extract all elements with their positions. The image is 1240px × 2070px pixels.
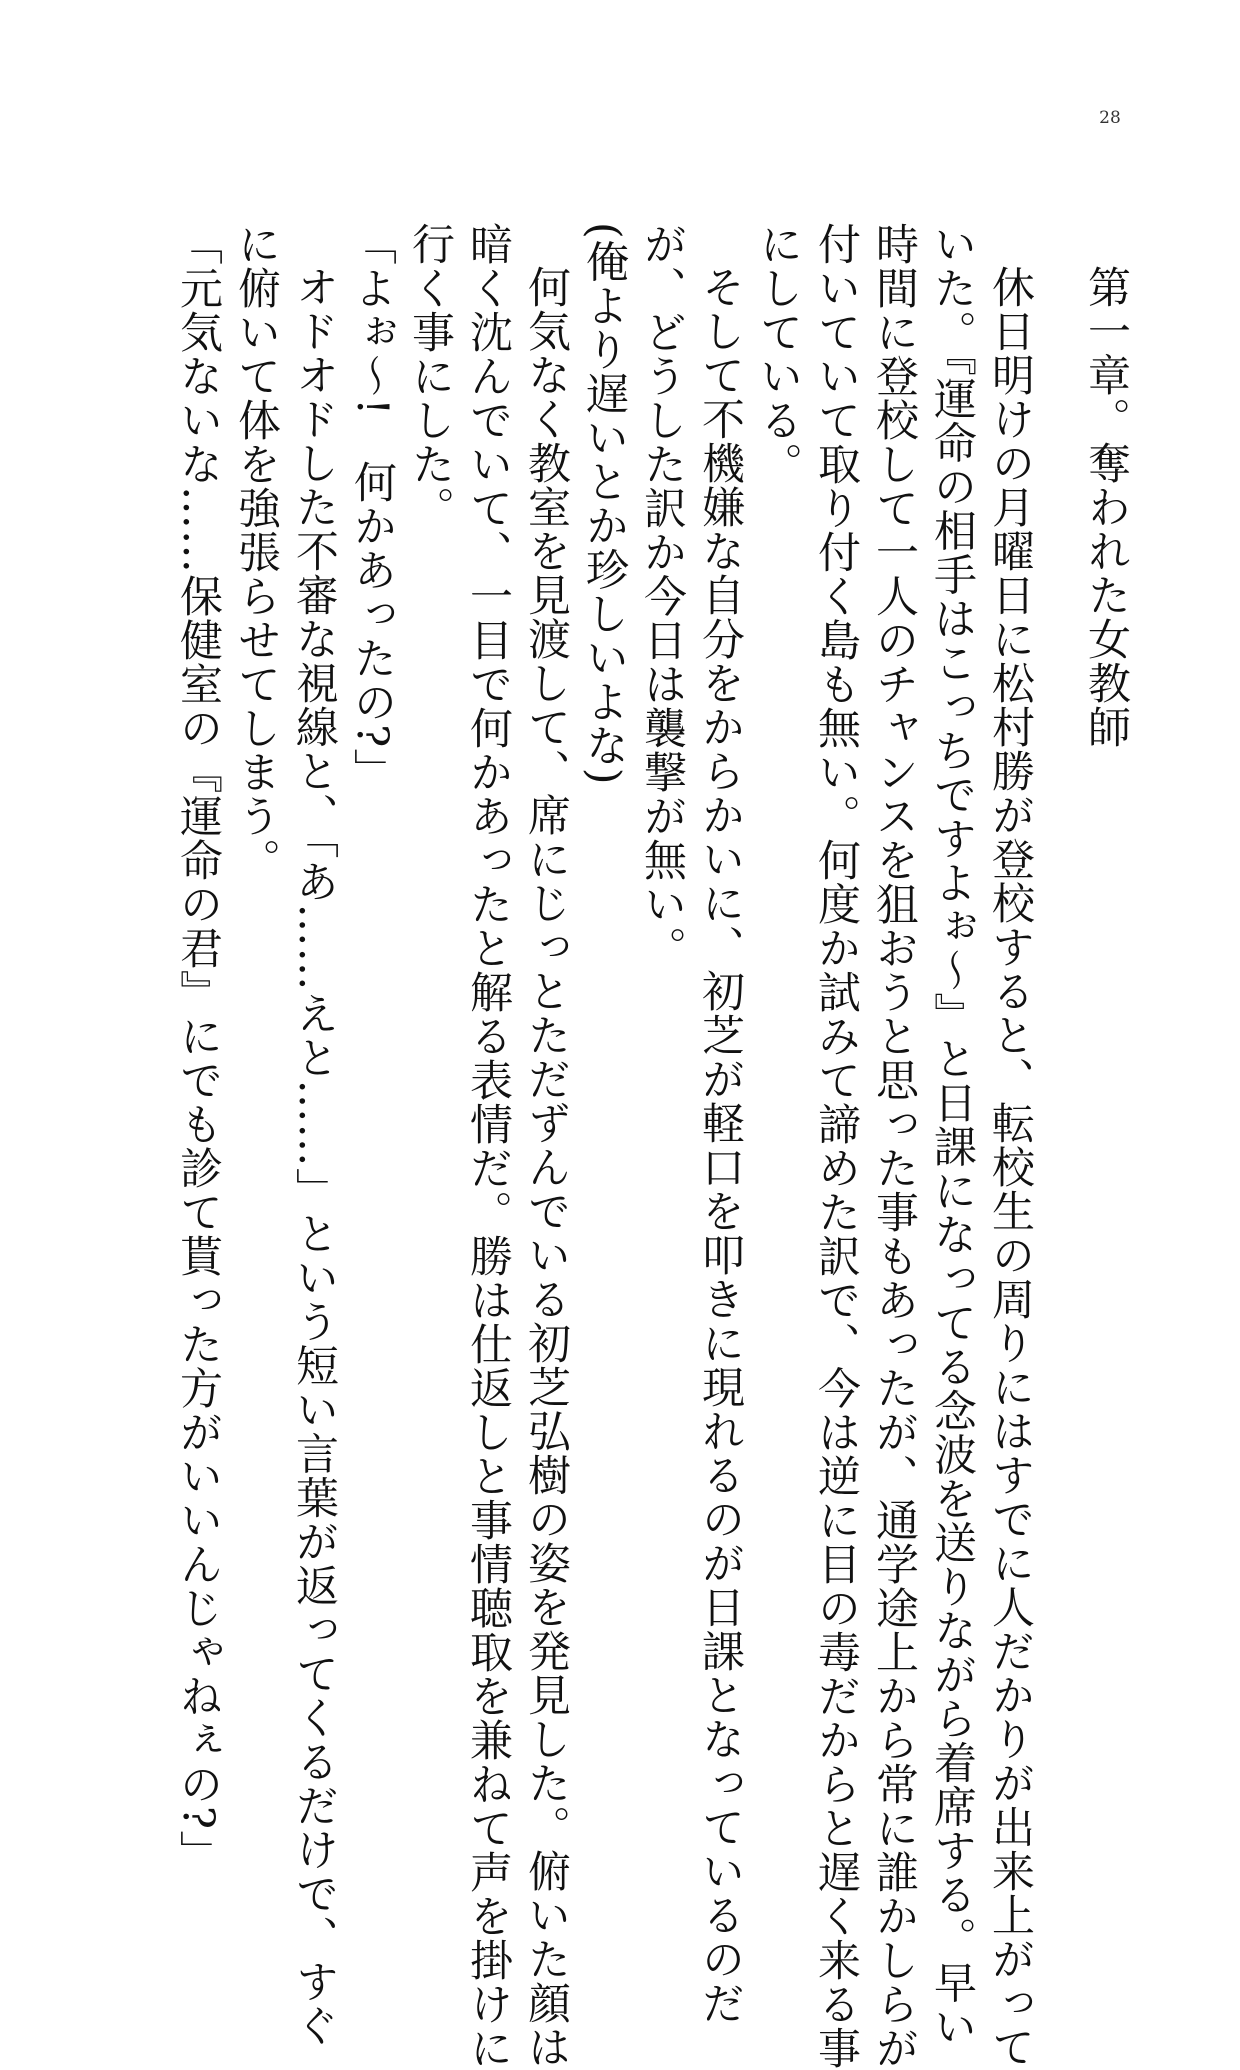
text-line: 付いていて取り付く島も無い。何度か試みて諦めた訳で、今は逆に目の毒だからと遅く来る事 — [811, 222, 861, 2070]
text-line: オドオドした不審な視線と、「あ……えと……」という短い言葉が返ってくるだけで、すぐ — [289, 265, 339, 2048]
text-line: 暗く沈んでいて、一目で何かあったと解る表情だ。勝は仕返しと事情聴取を兼ねて声を掛けに — [463, 222, 513, 2070]
page-number: 28 — [1099, 108, 1121, 128]
text-line: いた。『運命の相手はこっちですよぉ〜』と日課になってる念波を送りながら着席する。早い — [927, 222, 977, 2049]
text-line: そして不機嫌な自分をからかいに、初芝が軽口を叩きに現れるのが日課となっているのだ — [695, 265, 745, 2025]
text-line: にしている。 — [753, 222, 803, 486]
text-line: 休日明けの月曜日に松村勝が登校すると、転校生の周りにはすでに人だかりが出来上がって — [985, 265, 1035, 2069]
vertical-text-block — [169, 222, 1135, 2070]
text-line: 「よぉ〜! 何かあったの?」 — [347, 222, 397, 793]
text-line: 行く事にした。 — [405, 222, 455, 530]
chapter-title: 第一章。奪われた女教師 — [1081, 265, 1131, 749]
text-line: (俺より遅いとか珍しいよな) — [579, 222, 629, 786]
text-line: 何気なく教室を見渡して、席にじっとただずんでいる初芝弘樹の姿を発見した。俯いた顔は — [521, 265, 571, 2069]
text-line: 時間に登校して一人のチャンスを狙おうと思った事もあったが、通学途上から常に誰かしらが — [869, 222, 919, 2070]
text-line: に俯いて体を強張らせてしまう。 — [231, 222, 281, 882]
text-line: が、どうした訳か今日は襲撃が無い。 — [637, 222, 687, 970]
text-line: 「元気ないな……保健室の『運命の君』にでも診て貰った方がいいんじゃねぇの?」 — [173, 222, 223, 1875]
